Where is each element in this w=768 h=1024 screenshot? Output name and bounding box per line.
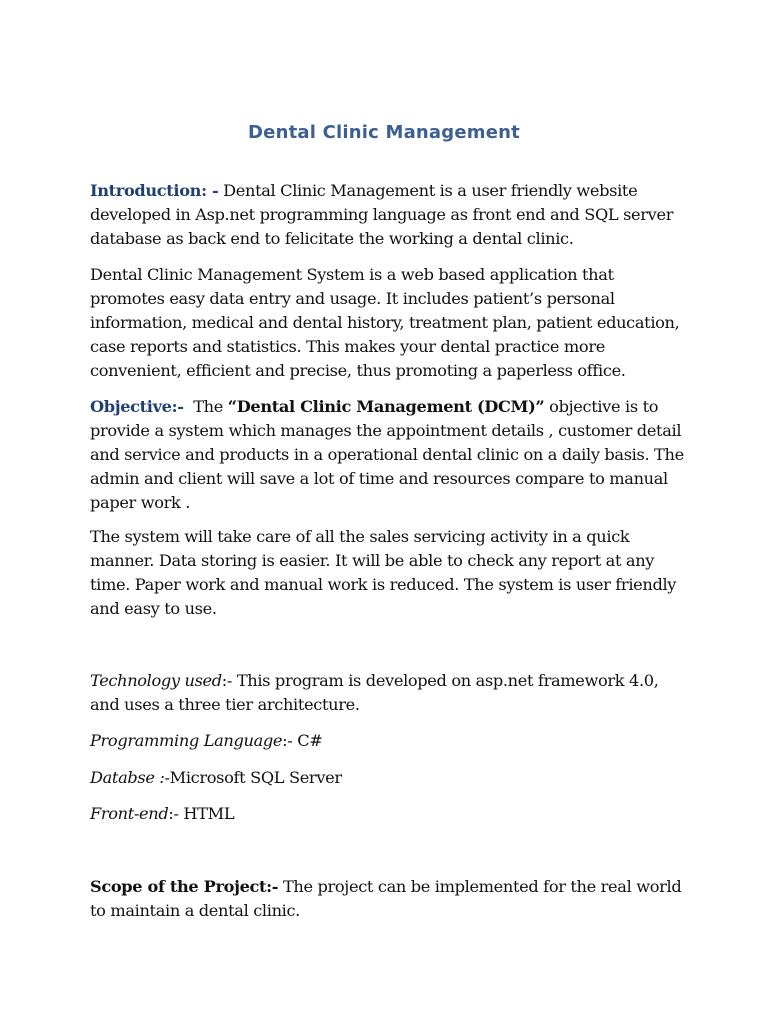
technology-line-2: and uses a three tier architecture. bbox=[90, 695, 360, 714]
system-description-line: convenient, efficient and precise, thus promoting a paperless office. bbox=[90, 361, 626, 380]
system-description-line: case reports and statistics. This makes your dental practice more bbox=[90, 337, 605, 356]
introduction-line-1: Dental Clinic Management is a user friendly website bbox=[218, 181, 638, 200]
introduction-paragraph bbox=[90, 179, 690, 251]
objective-paragraph bbox=[90, 395, 690, 515]
database-line bbox=[90, 766, 690, 790]
objective-post: objective is to bbox=[544, 397, 659, 416]
scope-line-1: The project can be implemented for the real world bbox=[278, 877, 682, 896]
objective-line-3: and service and products in a operational dental clinic on a daily basis. The bbox=[90, 445, 684, 464]
system-description-line: promotes easy data entry and usage. It includes patient’s personal bbox=[90, 289, 615, 308]
objective-line-4: admin and client will save a lot of time and resources compare to manual bbox=[90, 469, 668, 488]
technology-label: Technology used bbox=[90, 671, 222, 690]
objective-line-5: paper work . bbox=[90, 493, 191, 512]
system-care-line: The system will take care of all the sales servicing activity in a quick bbox=[90, 527, 630, 546]
database-label: Databse : bbox=[90, 768, 165, 787]
objective-pre: The bbox=[183, 397, 228, 416]
document-title: Dental Clinic Management bbox=[248, 122, 520, 143]
frontend-line bbox=[90, 802, 690, 826]
programming-language-value: C# bbox=[297, 731, 323, 750]
scope-label: Scope of the Project:- bbox=[90, 877, 279, 896]
programming-language-line bbox=[90, 729, 690, 753]
system-description-paragraph bbox=[90, 263, 690, 383]
system-care-line: and easy to use. bbox=[90, 599, 217, 618]
programming-language-separator: :- bbox=[282, 731, 298, 750]
objective-label: Objective:- bbox=[90, 397, 184, 416]
frontend-value: HTML bbox=[183, 804, 235, 823]
programming-language-label: Programming Language bbox=[90, 731, 283, 750]
objective-bold-phrase: “Dental Clinic Management (DCM)” bbox=[227, 397, 545, 416]
frontend-label: Front-end bbox=[90, 804, 169, 823]
introduction-label: Introduction: - bbox=[90, 181, 219, 200]
technology-paragraph bbox=[90, 669, 690, 717]
introduction-line-2: developed in Asp.net programming language as front end and SQL server bbox=[90, 205, 674, 224]
scope-paragraph bbox=[90, 875, 690, 923]
database-separator: - bbox=[164, 768, 170, 787]
database-value: Microsoft SQL Server bbox=[169, 768, 342, 787]
system-description-line: Dental Clinic Management System is a web based application that bbox=[90, 265, 614, 284]
technology-line-1: This program is developed on asp.net framework 4.0, bbox=[236, 671, 659, 690]
system-care-paragraph bbox=[90, 525, 690, 621]
system-description-line: information, medical and dental history, treatment plan, patient education, bbox=[90, 313, 680, 332]
scope-line-2: to maintain a dental clinic. bbox=[90, 901, 300, 920]
system-care-line: manner. Data storing is easier. It will be able to check any report at any bbox=[90, 551, 655, 570]
introduction-line-3: database as back end to felicitate the working a dental clinic. bbox=[90, 229, 574, 248]
system-care-line: time. Paper work and manual work is reduced. The system is user friendly bbox=[90, 575, 677, 594]
objective-line-2: provide a system which manages the appointment details , customer detail bbox=[90, 421, 682, 440]
technology-separator: :- bbox=[221, 671, 237, 690]
frontend-separator: :- bbox=[168, 804, 184, 823]
